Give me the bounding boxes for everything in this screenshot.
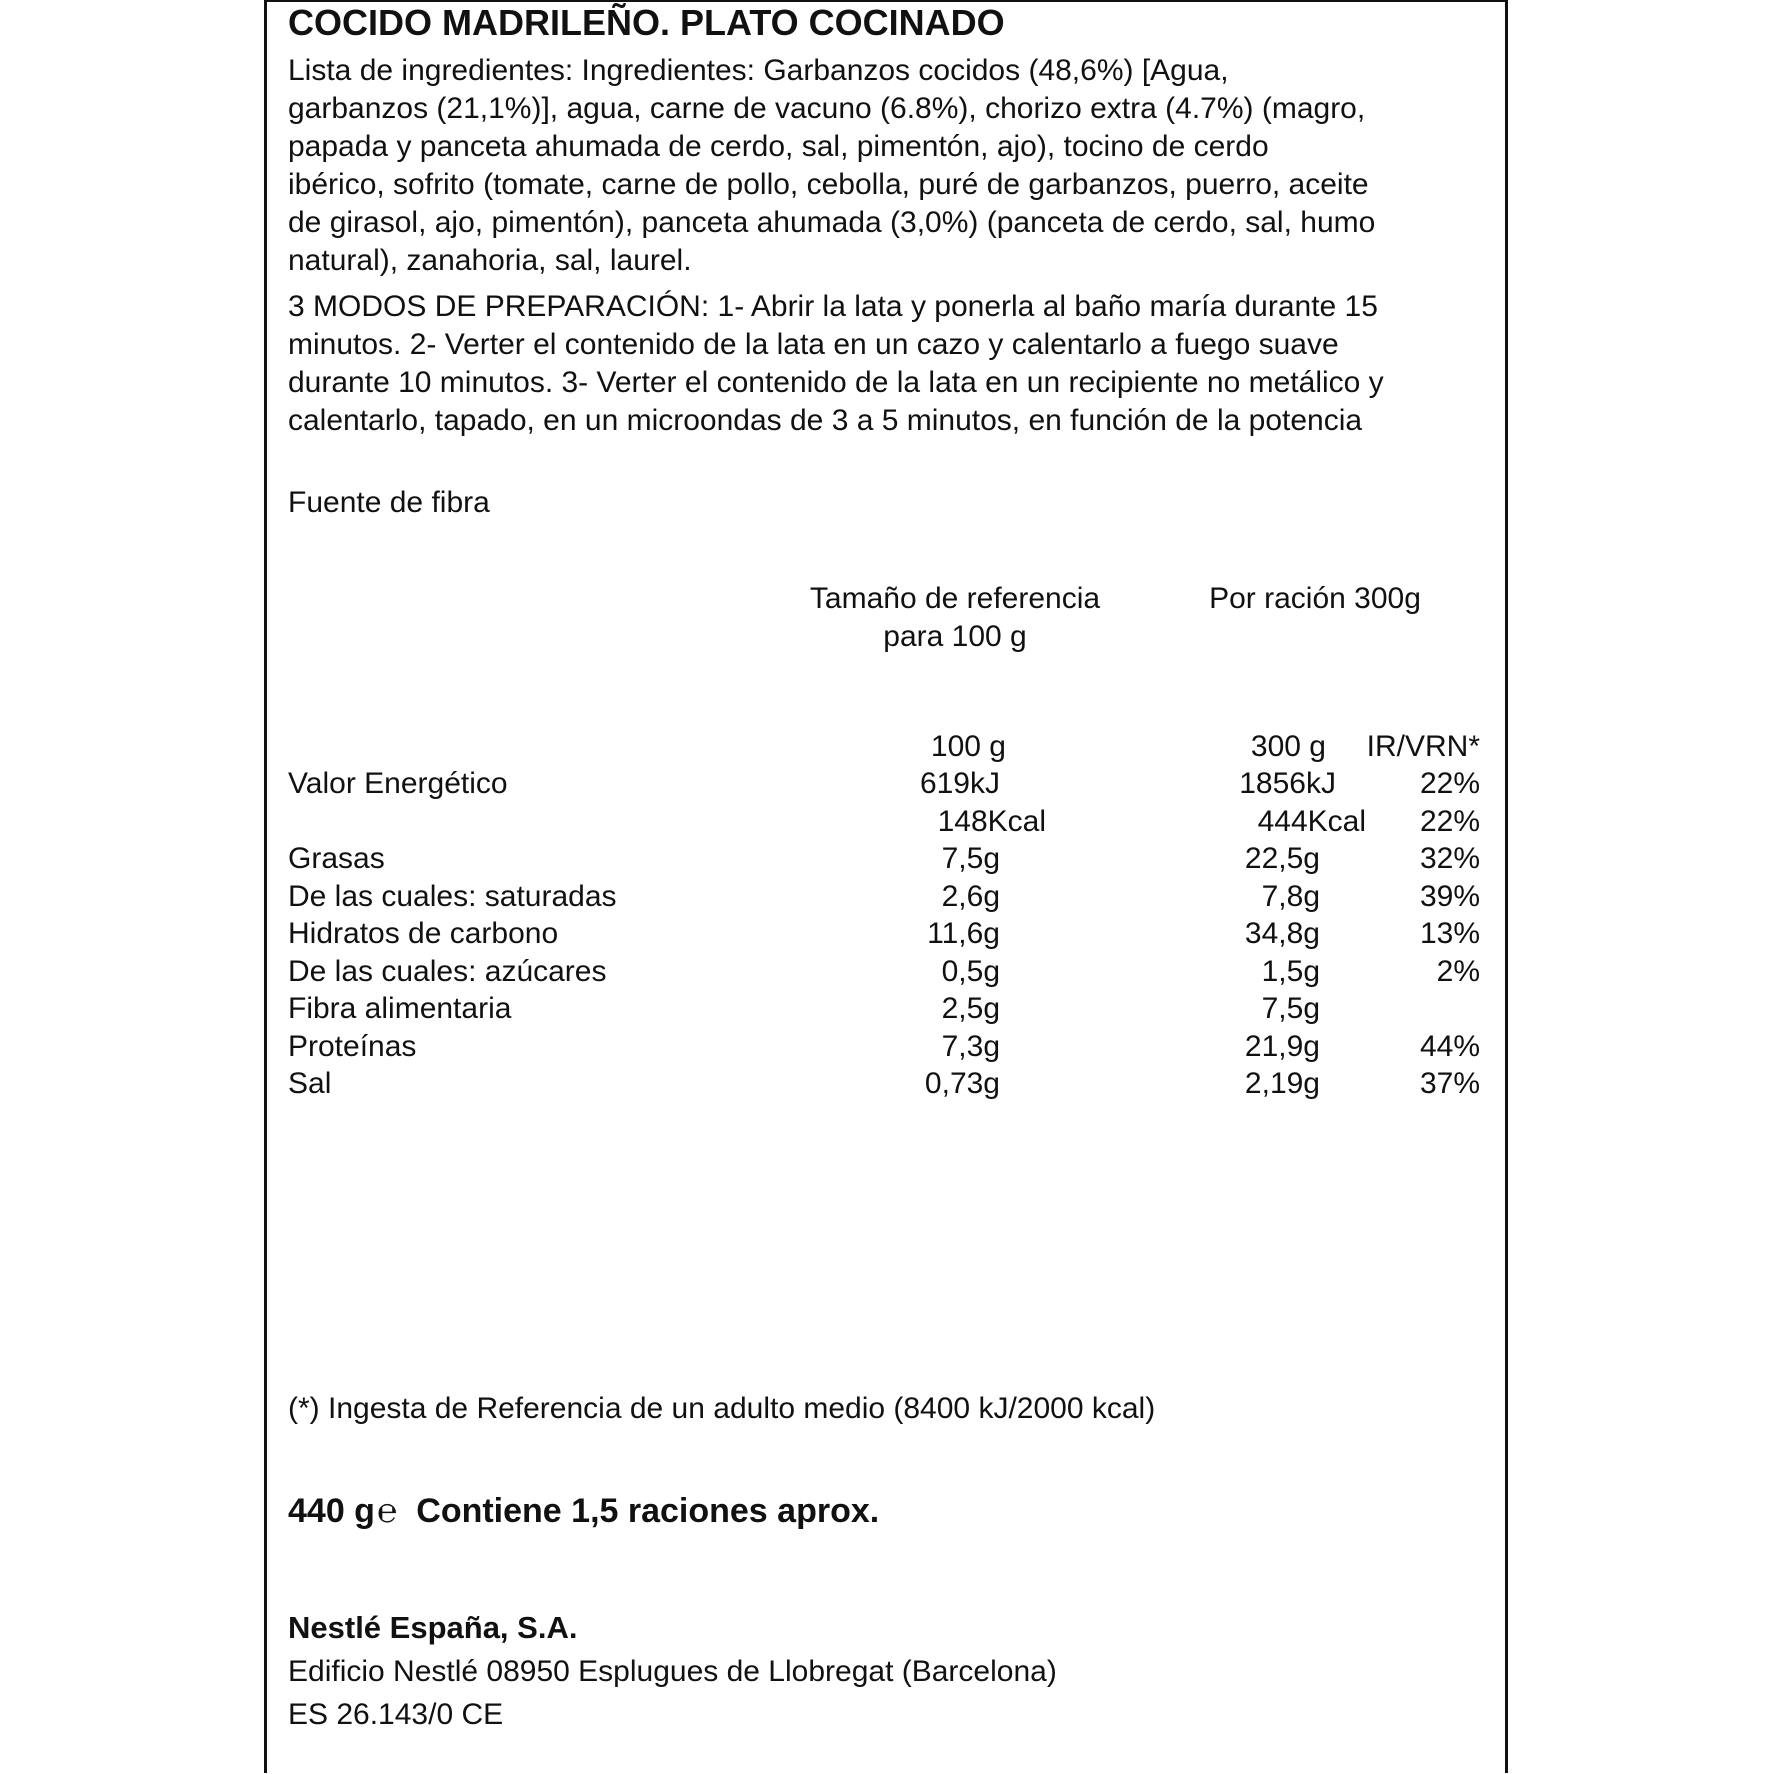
value-per-300g: 1,5g <box>1261 955 1320 988</box>
col-header-ir-vrn: IR/VRN* <box>1366 730 1480 763</box>
product-title: COCIDO MADRILEÑO. PLATO COCINADO <box>288 2 1005 43</box>
value-ir-vrn: 32% <box>1419 842 1480 875</box>
value-per-100g: 148Kcal <box>937 805 1046 838</box>
value-ir-vrn: 2% <box>1436 955 1480 988</box>
value-ir-vrn: 22% <box>1419 767 1480 800</box>
company-name: Nestlé España, S.A. <box>288 1610 578 1645</box>
nutrient-label: Proteínas <box>288 1030 417 1063</box>
nutrient-label: Hidratos de carbono <box>288 917 559 950</box>
nutrient-label: Sal <box>288 1067 332 1100</box>
header-reference-size: Tamaño de referencia para 100 g <box>809 582 1101 653</box>
registry-number: ES 26.143/0 CE <box>288 1698 504 1731</box>
value-per-100g: 2,5g <box>941 992 1000 1025</box>
nutrient-label: De las cuales: saturadas <box>288 880 617 913</box>
preparation-line: durante 10 minutos. 3- Verter el contenido de la lata en un recipiente no metálico y <box>288 366 1384 399</box>
value-ir-vrn: 39% <box>1419 880 1480 913</box>
value-ir-vrn: 37% <box>1419 1067 1480 1100</box>
value-per-100g: 11,6g <box>927 917 1000 950</box>
ingredients-list <box>288 52 1488 280</box>
ingredients-line: de girasol, ajo, pimentón), panceta ahumada (3,0%) (panceta de cerdo, sal, humo <box>288 206 1376 239</box>
value-ir-vrn: 44% <box>1419 1030 1480 1063</box>
value-per-100g: 619kJ <box>919 767 1000 800</box>
nutrient-label: Grasas <box>288 842 385 875</box>
nutrient-label: De las cuales: azúcares <box>288 955 607 988</box>
company-address: Edificio Nestlé 08950 Esplugues de Llobregat (Barcelona) <box>288 1655 1057 1688</box>
value-per-300g: 34,8g <box>1244 917 1320 950</box>
value-per-100g: 7,3g <box>941 1030 1000 1063</box>
value-per-300g: 22,5g <box>1244 842 1320 875</box>
value-per-300g: 1856kJ <box>1239 767 1336 800</box>
preparation-instructions <box>288 288 1488 440</box>
ingredients-line: Lista de ingredientes: Ingredientes: Garbanzos cocidos (48,6%) [Agua, <box>288 54 1229 87</box>
value-per-300g: 7,8g <box>1261 880 1320 913</box>
value-per-100g: 0,5g <box>941 955 1000 988</box>
footnote: (*) Ingesta de Referencia de un adulto medio (8400 kJ/2000 kcal) <box>288 1392 1156 1425</box>
estimated-sign-icon: ℮ <box>376 1492 398 1530</box>
net-weight-line <box>288 1492 879 1530</box>
value-per-300g: 21,9g <box>1244 1030 1320 1063</box>
col-header-300g: 300 g <box>1250 730 1326 763</box>
value-ir-vrn: 22% <box>1419 805 1480 838</box>
value-per-100g: 7,5g <box>941 842 1000 875</box>
ingredients-line: papada y panceta ahumada de cerdo, sal, pimentón, ajo), tocino de cerdo <box>288 130 1269 163</box>
header-per-portion: Por ración 300g <box>1209 582 1421 615</box>
value-per-100g: 2,6g <box>941 880 1000 913</box>
nutrient-label: Valor Energético <box>288 767 508 800</box>
servings-info: Contiene 1,5 raciones aprox. <box>416 1492 880 1530</box>
preparation-line: 3 MODOS DE PREPARACIÓN: 1- Abrir la lata y ponerla al baño maría durante 15 <box>288 290 1378 323</box>
ingredients-line: garbanzos (21,1%)], agua, carne de vacuno (6.8%), chorizo extra (4.7%) (magro, <box>288 92 1366 125</box>
nutrition-claim: Fuente de fibra <box>288 486 490 519</box>
value-per-300g: 2,19g <box>1244 1067 1320 1100</box>
value-per-300g: 7,5g <box>1261 992 1320 1025</box>
preparation-line: minutos. 2- Verter el contenido de la lata en un cazo y calentarlo a fuego suave <box>288 328 1339 361</box>
nutrient-label: Fibra alimentaria <box>288 992 512 1025</box>
ingredients-line: ibérico, sofrito (tomate, carne de pollo, cebolla, puré de garbanzos, puerro, aceite <box>288 168 1369 201</box>
value-ir-vrn: 13% <box>1419 917 1480 950</box>
value-per-100g: 0,73g <box>924 1067 1000 1100</box>
preparation-line: calentarlo, tapado, en un microondas de 3 a 5 minutos, en función de la potencia <box>288 404 1363 437</box>
ingredients-line: natural), zanahoria, sal, laurel. <box>288 244 692 277</box>
col-header-100g: 100 g <box>930 730 1006 763</box>
value-per-300g: 444Kcal <box>1257 805 1366 838</box>
net-weight: 440 g <box>288 1492 375 1530</box>
